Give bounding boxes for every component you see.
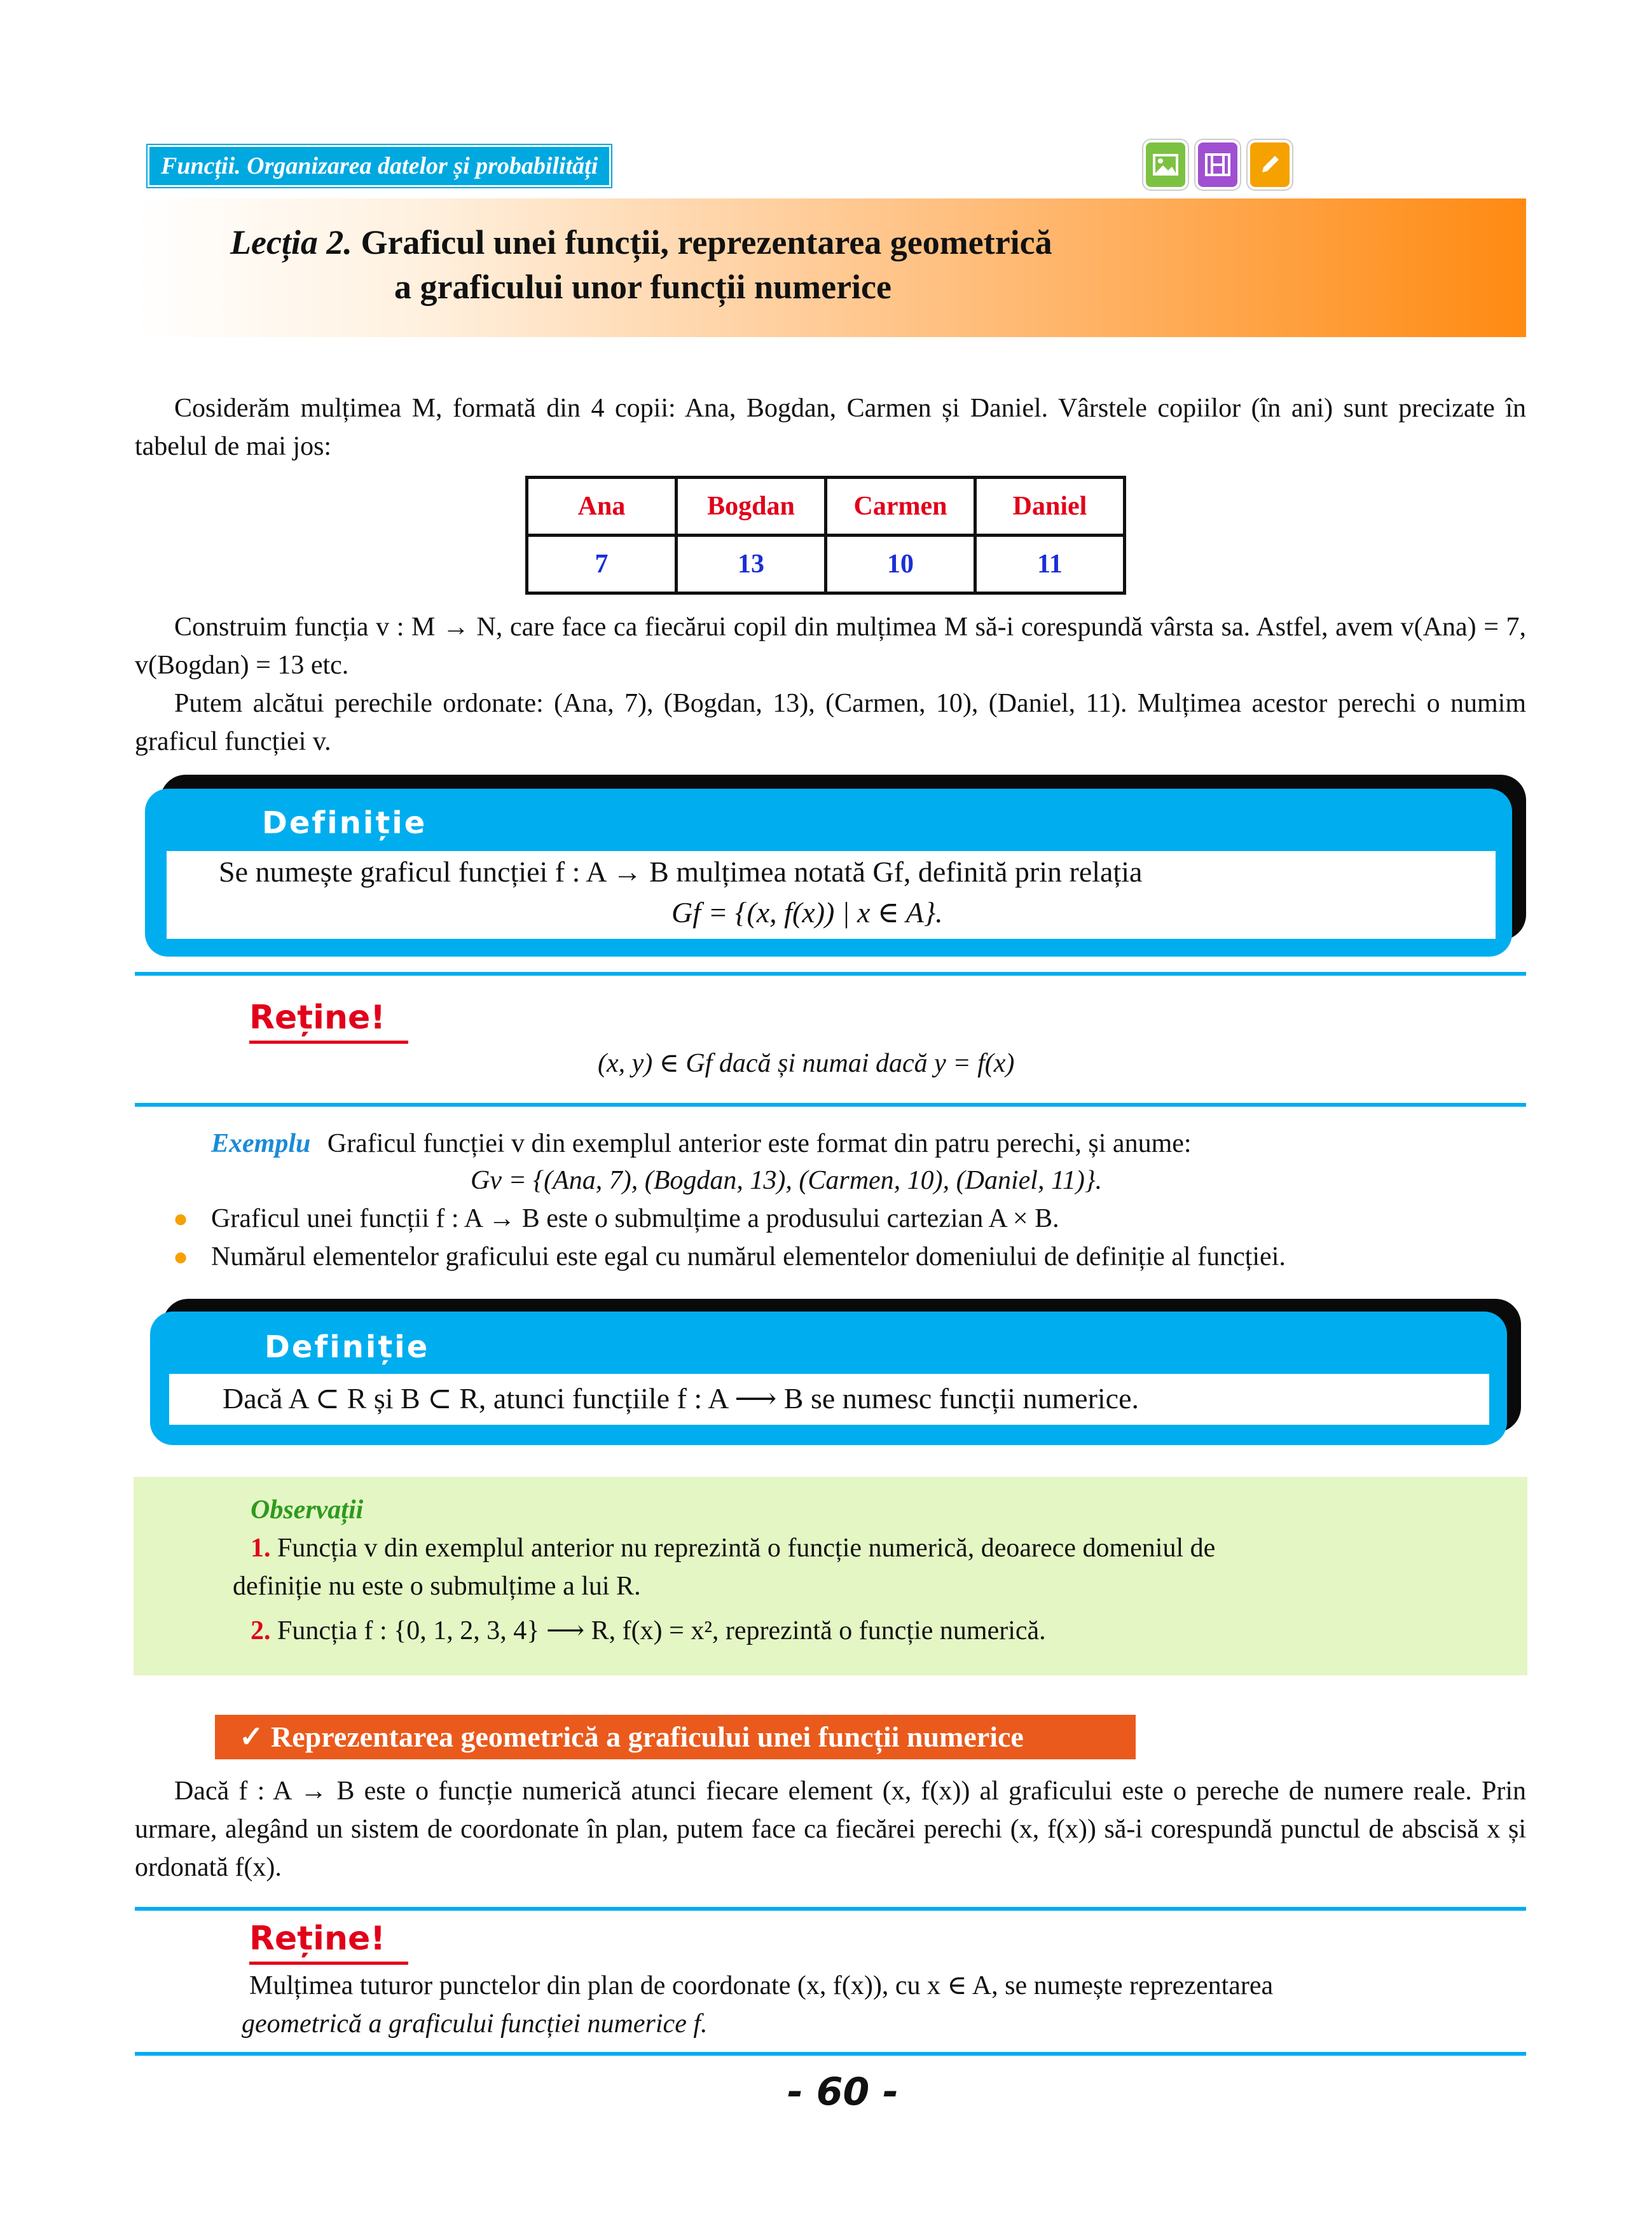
image-icon[interactable] <box>1143 140 1188 190</box>
divider <box>135 2052 1526 2056</box>
observation-item-2 <box>251 1612 1046 1650</box>
retine-underline <box>249 1962 408 1965</box>
retine-text: (x, y) ∈ Gf dacă și numai dacă y = f(x) <box>598 1049 1015 1078</box>
bullet-item: Numărul elementelor graficului este egal cu numărul elementelor domeniului de definiție al funcției. <box>211 1242 1286 1271</box>
table-cell: 11 <box>975 536 1125 593</box>
example-block <box>211 1125 1521 1163</box>
table-cell: Bogdan <box>677 478 826 536</box>
definition-text: Dacă A ⊂ R și B ⊂ R, atunci funcțiile f : A ⟶ B se numesc funcții numerice. <box>223 1382 1139 1415</box>
divider <box>135 1103 1526 1107</box>
observation-text: definiție nu este o submulțime a lui R. <box>233 1572 641 1601</box>
ages-table <box>525 476 1126 595</box>
observation-text: Funcția f : {0, 1, 2, 3, 4} ⟶ R, f(x) = x², reprezintă o funcție numerică. <box>277 1616 1046 1645</box>
table-cell: 13 <box>677 536 826 593</box>
lesson-label: Lecția 2. <box>230 223 352 261</box>
table-cell: Daniel <box>975 478 1125 536</box>
retine-title: Reține! <box>249 1920 385 1958</box>
lesson-title-line2: a graficului unor funcții numerice <box>394 268 891 306</box>
retine-line-1: Mulțimea tuturor punctelor din plan de coordonate (x, f(x)), cu x ∈ A, se numește reprezentarea <box>249 1971 1274 2000</box>
film-icon[interactable] <box>1195 140 1240 190</box>
lesson-title <box>230 223 1052 262</box>
retine-title: Reține! <box>249 999 385 1037</box>
example-formula: Gv = {(Ana, 7), (Bogdan, 13), (Carmen, 10), (Daniel, 11)}. <box>471 1166 1103 1195</box>
table-cell: 7 <box>527 536 677 593</box>
table-cell: 10 <box>826 536 975 593</box>
definition-title: Definiție <box>265 1329 430 1365</box>
table-cell: Carmen <box>826 478 975 536</box>
bullet-item: Graficul unei funcții f : A → B este o submulțime a produsului cartezian A × B. <box>211 1204 1059 1233</box>
bullet-icon: ● <box>173 1242 189 1271</box>
divider <box>135 1907 1526 1911</box>
observation-number: 2. <box>251 1616 271 1645</box>
lesson-title-line1: Graficul unei funcții, reprezentarea geometrică <box>361 223 1052 261</box>
check-icon: ✓ <box>239 1721 264 1753</box>
bullet-icon: ● <box>173 1204 189 1233</box>
observations-title: Observații <box>251 1495 364 1525</box>
page-number: - 60 - <box>787 2070 899 2114</box>
example-label: Exemplu <box>211 1129 311 1158</box>
example-text: Graficul funcției v din exemplul anterior este format din patru perechi, și anume: <box>327 1129 1192 1158</box>
retine-underline <box>249 1041 408 1044</box>
table-row <box>527 478 1125 536</box>
retine-line-2: geometrică a graficului funcției numerice f. <box>242 2009 708 2039</box>
definition-title: Definiție <box>262 805 427 841</box>
observation-item-1 <box>251 1529 1427 1567</box>
section-title-bar <box>215 1715 1136 1759</box>
definition-line-1: Se numește graficul funcției f : A → B mulțimea notată Gf, definită prin relația <box>219 855 1143 888</box>
observation-number: 1. <box>251 1534 271 1563</box>
resource-icons <box>1143 140 1292 190</box>
pencil-icon[interactable] <box>1248 140 1292 190</box>
intro-paragraph-2: Construim funcția v : M → N, care face ca fiecărui copil din mulțimea M să-i corespundă vârsta sa. Astfel, avem v(Ana) = 7, v(Bogdan) = 13 etc. <box>135 613 1526 680</box>
observation-text: Funcția v din exemplul anterior nu reprezintă o funcție numerică, deoarece domeniul de <box>277 1534 1216 1563</box>
divider <box>135 972 1526 976</box>
table-row <box>527 536 1125 593</box>
section-title: Reprezentarea geometrică a graficului unei funcții numerice <box>271 1721 1024 1753</box>
definition-line-2: Gf = {(x, f(x)) | x ∈ A}. <box>671 896 943 929</box>
section-paragraph: Dacă f : A → B este o funcție numerică atunci fiecare element (x, f(x)) al graficului este o pereche de numere reale. Prin urmare, alegând un sistem de coordonate în plan, putem face ca fiecărei perechi (x, f(x)) să-i corespundă punctul de abscisă x și ordonată f(x). <box>135 1776 1526 1882</box>
table-cell: Ana <box>527 478 677 536</box>
intro-paragraph-3: Putem alcătui perechile ordonate: (Ana, 7), (Bogdan, 13), (Carmen, 10), (Daniel, 11). Mulțimea acestor perechi o numim graficul funcției v. <box>135 689 1526 756</box>
chapter-tag: Funcții. Organizarea datelor și probabilități <box>148 145 611 187</box>
intro-paragraph-1: Cosiderăm mulțimea M, formată din 4 copii: Ana, Bogdan, Carmen și Daniel. Vârstele copiilor (în ani) sunt precizate în tabelul de mai jos: <box>135 394 1526 461</box>
